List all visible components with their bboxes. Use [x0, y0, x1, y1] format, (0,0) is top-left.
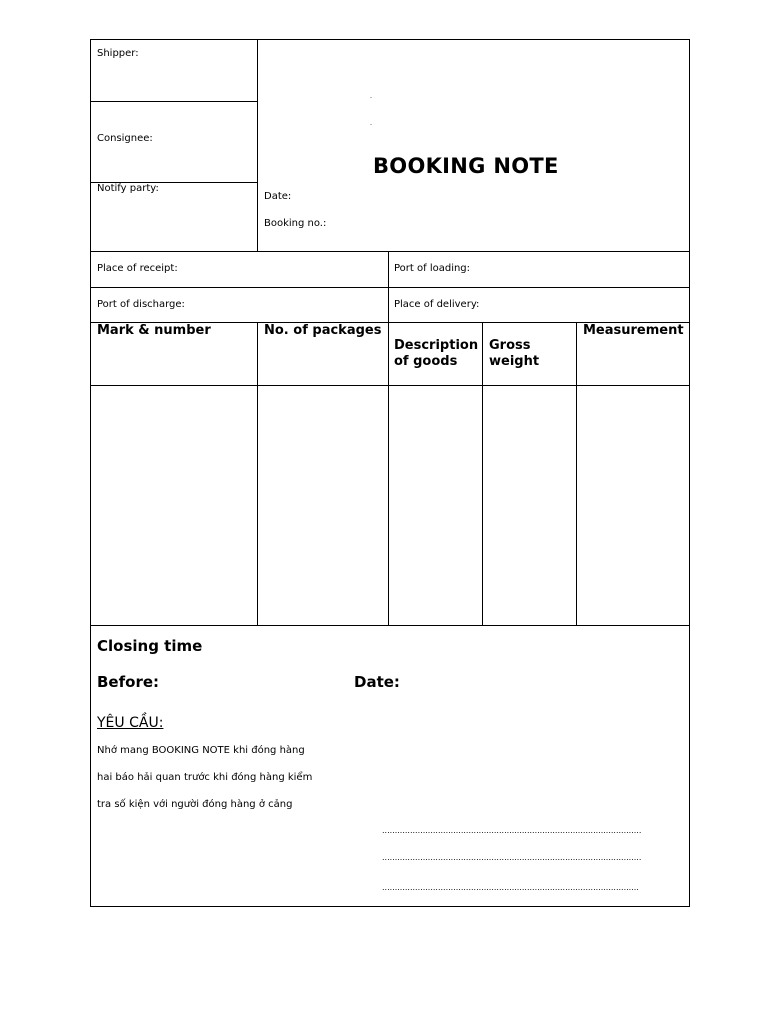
note-line: tra số kiện với người đóng hàng ở cảng: [97, 799, 293, 810]
dotted-line: ......................................................................................................: [382, 853, 642, 862]
divider: [482, 322, 483, 625]
dotted-line: .....................................................................................................: [382, 883, 639, 892]
divider: [91, 287, 689, 288]
port-of-loading-label: Port of loading:: [394, 263, 471, 274]
consignee-label: Consignee:: [97, 133, 153, 144]
mark-dash: -: [370, 121, 373, 128]
column-header-mark-number: Mark & number: [97, 323, 211, 338]
port-of-discharge-label: Port of discharge:: [97, 299, 185, 310]
date-label-footer: Date:: [354, 673, 400, 691]
mark-dash: -: [370, 94, 373, 101]
place-of-receipt-label: Place of receipt:: [97, 263, 178, 274]
divider: [91, 625, 689, 626]
column-header-packages: No. of packages: [264, 323, 382, 338]
notify-party-label: Notify party:: [97, 183, 159, 194]
divider: [91, 101, 257, 102]
divider: [91, 385, 689, 386]
column-header-gross-weight: Gross weight: [489, 338, 540, 369]
divider: [388, 251, 389, 322]
divider: [257, 40, 258, 251]
shipper-label: Shipper:: [97, 48, 139, 59]
place-of-delivery-label: Place of delivery:: [394, 299, 480, 310]
note-line: Nhớ mang BOOKING NOTE khi đóng hàng: [97, 745, 305, 756]
before-label: Before:: [97, 673, 160, 691]
closing-time-heading: Closing time: [97, 637, 203, 655]
booking-no-label: Booking no.:: [264, 218, 327, 229]
divider: [91, 251, 689, 252]
divider: [576, 322, 577, 625]
booking-note-form: [90, 39, 690, 907]
requirement-heading: YÊU CẦU:: [97, 715, 164, 731]
column-header-measurement: Measurement: [583, 323, 684, 338]
dotted-line: ......................................................................................................: [382, 826, 642, 835]
column-header-description: Description of goods: [394, 338, 479, 369]
divider: [257, 322, 258, 625]
date-label: Date:: [264, 191, 292, 202]
divider: [388, 322, 389, 625]
note-line: hai báo hải quan trước khi đóng hàng kiểm: [97, 772, 313, 783]
page-title: BOOKING NOTE: [373, 154, 559, 178]
